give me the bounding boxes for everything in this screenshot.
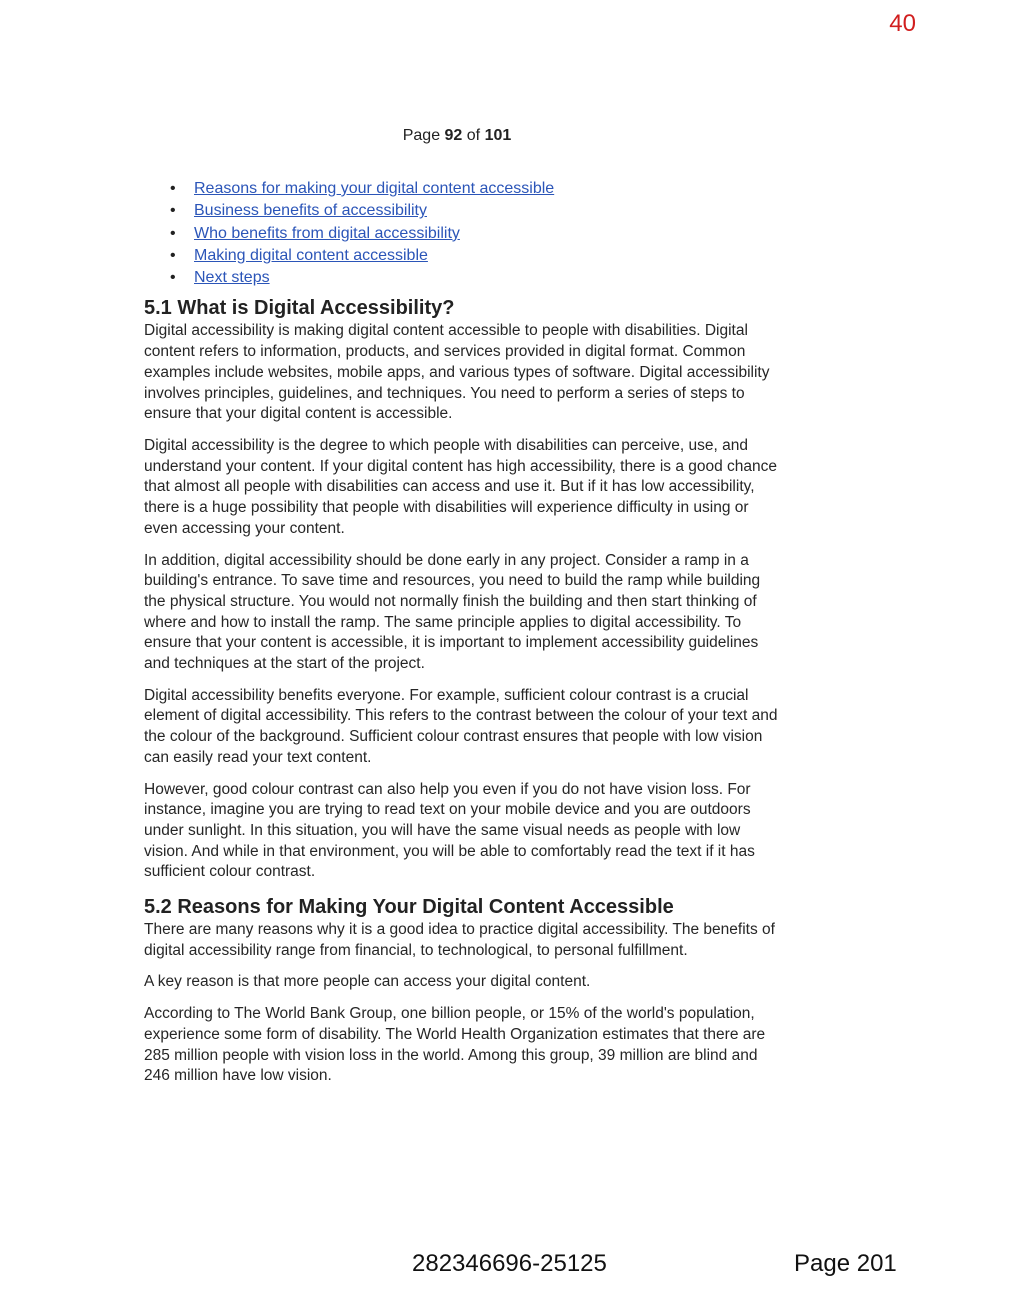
page-header-middle: of — [462, 127, 485, 144]
section-heading-5-2: 5.2 Reasons for Making Your Digital Content Accessible — [144, 896, 674, 919]
page-header — [0, 127, 914, 145]
toc-item — [170, 245, 784, 267]
toc-item — [170, 200, 784, 222]
bullet-icon: • — [170, 246, 176, 264]
paragraph: Digital accessibility is the degree to which people with disabilities can perceive, use, and understand your content. If your digital content has high accessibility, there is a good chance that almost all people with disabilities can access and use it. But if it has low accessibility, there is a huge possibility that people with disabilities will experience difficulty in using or even accessing your content. — [144, 437, 778, 537]
section-heading-5-1: 5.1 What is Digital Accessibility? — [144, 297, 455, 320]
bullet-icon: • — [170, 224, 176, 242]
document-body — [144, 178, 784, 1098]
page-header-current: 92 — [444, 127, 463, 144]
toc-item — [170, 178, 784, 200]
toc-item — [170, 267, 784, 289]
paragraph: According to The World Bank Group, one billion people, or 15% of the world's population, experience some form of disability. The World Health Organization estimates that there are 285 million people with vision loss in the world. Among this group, 39 million are blind and 246 million have low vision. — [144, 1005, 766, 1085]
page-header-total: 101 — [484, 127, 512, 144]
bullet-icon: • — [170, 269, 176, 287]
toc-link-making-accessible[interactable]: Making digital content accessible — [194, 246, 428, 264]
footer-document-code: 282346696-25125 — [412, 1250, 607, 1277]
toc-link-who-benefits[interactable]: Who benefits from digital accessibility — [194, 224, 460, 242]
paragraph: Digital accessibility is making digital content accessible to people with disabilities. Digital content refers to information, products, and services provided in digital format. Common examples include websites, mobile apps, and various types of software. Digital accessibility involves principles, guidelines, and techniques. You need to perform a series of steps to ensure that your digital content is accessible. — [144, 322, 770, 423]
bullet-icon: • — [170, 180, 176, 197]
bullet-icon: • — [170, 202, 176, 220]
toc-link-reasons[interactable]: Reasons for making your digital content accessible — [194, 180, 555, 197]
paragraph: Digital accessibility benefits everyone. For example, sufficient colour contrast is a crucial element of digital accessibility. This refers to the contrast between the colour of your text and the colour of the background. Sufficient colour contrast ensures that people with low vision can easily read your text content. — [144, 686, 778, 766]
toc-link-next-steps[interactable]: Next steps — [194, 269, 270, 287]
corner-page-number: 40 — [889, 10, 916, 37]
toc-item — [170, 223, 784, 245]
paragraph: In addition, digital accessibility should be done early in any project. Consider a ramp in a building's entrance. To save time and resources, you need to build the ramp while building the physical structure. You would not normally finish the building and then start thinking of where and how to install the ramp. The same principle applies to digital accessibility. To ensure that your content is accessible, it is important to implement accessibility guidelines and techniques at the start of the project. — [144, 551, 761, 673]
footer-page-number: Page 201 — [794, 1250, 897, 1277]
toc-link-business-benefits[interactable]: Business benefits of accessibility — [194, 202, 427, 220]
page-header-prefix: Page — [402, 127, 445, 144]
paragraph: There are many reasons why it is a good idea to practice digital accessibility. The benefits of digital accessibility range from financial, to technological, to personal fulfillment. — [144, 921, 775, 959]
paragraph: A key reason is that more people can access your digital content. — [144, 973, 591, 991]
table-of-contents — [144, 178, 784, 289]
paragraph: However, good colour contrast can also help you even if you do not have vision loss. For instance, imagine you are trying to read text on your mobile device and you are outdoors under sunlight. In this situation, you will have the same visual needs as people with low vision. And while in that environment, you will be able to comfortably read the text if it has sufficient colour contrast. — [144, 780, 755, 881]
